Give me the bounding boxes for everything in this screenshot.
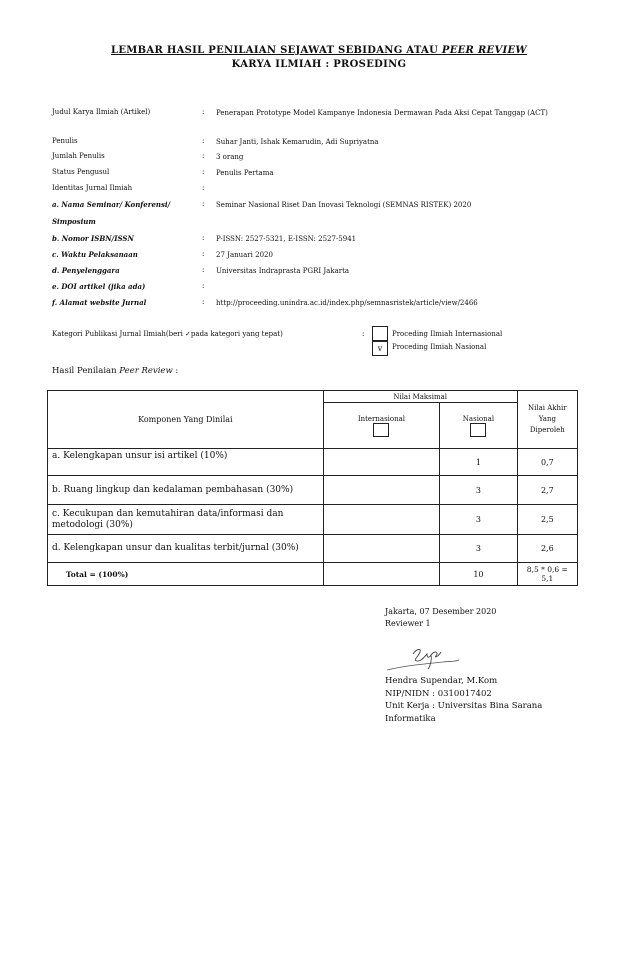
score-table bbox=[47, 390, 578, 586]
table-row: a. Kelengkapan unsur isi artikel (10%) 1 0,7 bbox=[48, 449, 578, 476]
reviewer-name: Hendra Supendar, M.Kom bbox=[385, 676, 498, 686]
signature-header: Jakarta, 07 Desember 2020 Reviewer 1 bbox=[385, 607, 497, 628]
table-total-row: Total = (100%) 10 8,5 * 0,6 = 5,1 bbox=[48, 563, 578, 586]
kategori-publikasi: Kategori Publikasi Jurnal Ilmiah(beri ✓pada kategori yang tepat) : Proceding Ilmiah Internasional v Proceding Ilmiah Nasional bbox=[52, 330, 592, 338]
checkbox-nasional[interactable]: v bbox=[372, 341, 388, 356]
hasil-penilaian-label: Hasil Penilaian Peer Review : bbox=[52, 366, 179, 376]
document-subtitle: KARYA ILMIAH : PROSEDING bbox=[231, 59, 407, 70]
table-header-row bbox=[48, 391, 578, 403]
header-nilai-maksimal: Nilai Maksimal bbox=[323, 391, 517, 403]
table-row: d. Kelengkapan unsur dan kualitas terbit/jurnal (30%) 3 2,6 bbox=[48, 535, 578, 563]
table-row: b. Ruang lingkup dan kedalaman pembahasan (30%) 3 2,7 bbox=[48, 476, 578, 505]
header-internasional: Internasional bbox=[323, 403, 440, 449]
reviewer-info bbox=[385, 675, 585, 725]
handwritten-signature bbox=[383, 640, 463, 676]
header-nilai-akhir: Nilai Akhir Yang Diperoleh bbox=[517, 391, 577, 449]
reviewer-unit: Unit Kerja : Universitas Bina Sarana Informatika bbox=[385, 701, 543, 724]
checkbox-internasional[interactable] bbox=[372, 326, 388, 341]
table-row: c. Kecukupan dan kemutahiran data/informasi dan metodologi (30%) 3 2,5 bbox=[48, 505, 578, 535]
checkbox-col-internasional[interactable] bbox=[373, 423, 389, 437]
header-komponen: Komponen Yang Dinilai bbox=[48, 391, 324, 449]
document-title: LEMBAR HASIL PENILAIAN SEJAWAT SEBIDANG ATAU PEER REVIEW bbox=[111, 45, 527, 56]
checkbox-col-nasional[interactable] bbox=[470, 423, 486, 437]
reviewer-nip: NIP/NIDN : 0310017402 bbox=[385, 688, 492, 699]
header-nasional: Nasional bbox=[440, 403, 517, 449]
